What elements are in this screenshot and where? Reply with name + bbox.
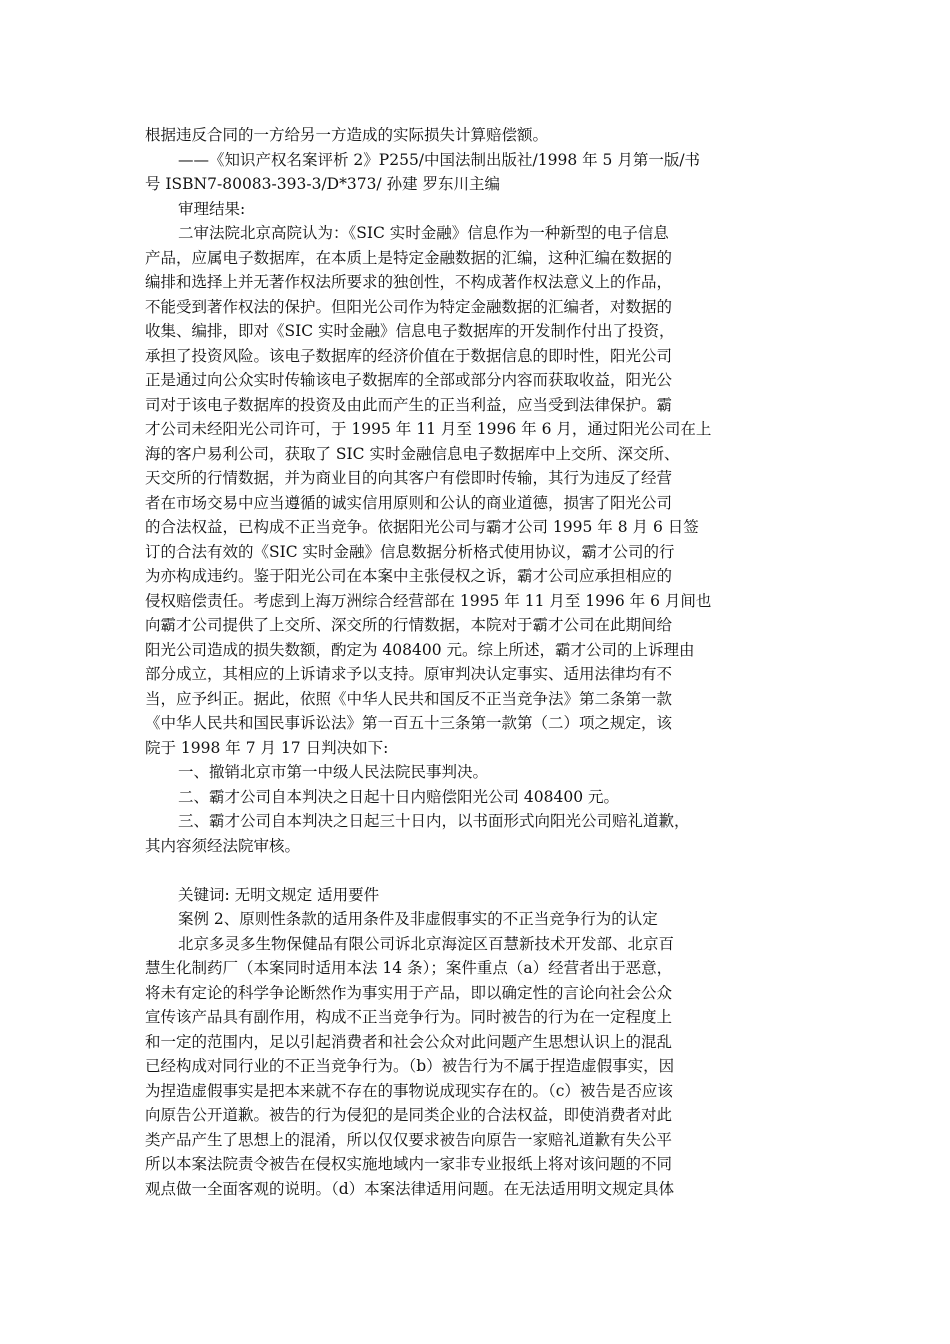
text-line: 为亦构成违约。鉴于阳光公司在本案中主张侵权之诉，霸才公司应承担相应的 [145,567,673,585]
text-line: 者在市场交易中应当遵循的诚实信用原则和公认的商业道德，损害了阳光公司 [145,493,673,512]
text-line: 观点做一全面客观的说明。（d）本案法律适用问题。在无法适用明文规定具体 [145,1179,675,1198]
text-line: 编排和选择上并无著作权法所要求的独创性，不构成著作权法意义上的作品， [145,273,673,291]
text-line: 不能受到著作权法的保护。但阳光公司作为特定金融数据的汇编者，对数据的 [145,297,673,316]
text-line: 的合法权益，已构成不正当竞争。依据阳光公司与霸才公司 1995 年 8 月 6 日签 [145,518,699,536]
document-page [145,123,817,1201]
text-line: 北京多灵多生物保健品有限公司诉北京海淀区百慧新技术开发部、北京百 [178,934,675,953]
text-line: 司对于该电子数据库的投资及由此而产生的正当利益，应当受到法律保护。霸 [145,395,673,414]
text-line: 订的合法有效的《SIC 实时金融》信息数据分析格式使用协议，霸才公司的行 [145,542,675,561]
text-line: 产品，应属电子数据库，在本质上是特定金融数据的汇编，这种汇编在数据的 [145,248,673,267]
text-line: 审理结果: [178,199,246,218]
text-line: 《中华人民共和国民事诉讼法》第一百五十三条第一款第（二）项之规定，该 [145,714,673,732]
text-line: 天交所的行情数据，并为商业目的向其客户有偿即时传输，其行为违反了经营 [145,469,673,487]
text-line: 慧生化制药厂（本案同时适用本法 14 条）；案件重点（a）经营者出于恶意， [145,959,673,977]
text-line: 关键词: 无明文规定 适用要件 [178,885,380,904]
text-line: 海的客户易利公司，获取了 SIC 实时金融信息电子数据库中上交所、深交所、 [145,444,680,463]
text-line: 当，应予纠正。据此，依照《中华人民共和国反不正当竞争法》第二条第一款 [145,689,673,708]
text-line: 承担了投资风险。该电子数据库的经济价值在于数据信息的即时性，阳光公司 [145,346,673,365]
text-line: 二、霸才公司自本判决之日起十日内赔偿阳光公司 408400 元。 [178,787,620,806]
text-line: 宣传该产品具有副作用，构成不正当竞争行为。同时被告的行为在一定程度上 [145,1008,673,1026]
text-line: 才公司未经阳光公司许可，于 1995 年 11 月至 1996 年 6 月，通过阳光公司在上 [145,420,712,438]
text-line: 一、撤销北京市第一中级人民法院民事判决。 [178,763,489,781]
text-line: 类产品产生了思想上的混淆，所以仅仅要求被告向原告一家赔礼道歉有失公平 [145,1130,673,1149]
text-line: 根据违反合同的一方给另一方造成的实际损失计算赔偿额。 [145,126,549,144]
text-line: 向霸才公司提供了上交所、深交所的行情数据，本院对于霸才公司在此期间给 [145,616,673,634]
text-line: 号 ISBN7-80083-393-3/D*373/ 孙建 罗东川主编 [145,175,501,193]
blank-line [145,858,817,883]
text-line: 将未有定论的科学争论断然作为事实用于产品，即以确定性的言论向社会公众 [145,983,673,1002]
text-line: 收集、编排，即对《SIC 实时金融》信息电子数据库的开发制作付出了投资， [145,322,675,340]
text-line: 三、霸才公司自本判决之日起三十日内，以书面形式向阳光公司赔礼道歉， [178,812,690,830]
text-line: ——《知识产权名案评析 2》P255/中国法制出版社/1998 年 5 月第一版/书 [178,150,701,169]
text-line: 其内容须经法院审核。 [145,836,301,855]
text-line: 院于 1998 年 7 月 17 日判决如下: [145,738,389,757]
text-line: 正是通过向公众实时传输该电子数据库的全部或部分内容而获取收益，阳光公 [145,371,673,389]
text-line: 所以本案法院责令被告在侵权实施地域内一家非专业报纸上将对该问题的不同 [145,1155,673,1173]
text-line: 向原告公开道歉。被告的行为侵犯的是同类企业的合法权益，即使消费者对此 [145,1106,673,1124]
text-line: 为捏造虚假事实是把本来就不存在的事物说成现实存在的。（c）被告是否应该 [145,1081,673,1100]
text-line: 和一定的范围内，足以引起消费者和社会公众对此问题产生思想认识上的混乱 [145,1032,673,1051]
text-line: 二审法院北京高院认为：《SIC 实时金融》信息作为一种新型的电子信息 [178,224,669,242]
text-line: 案例 2、原则性条款的适用条件及非虚假事实的不正当竞争行为的认定 [178,910,658,928]
text-line: 已经构成对同行业的不正当竞争行为。（b）被告行为不属于捏造虚假事实，因 [145,1057,675,1075]
text-line: 阳光公司造成的损失数额，酌定为 408400 元。综上所述，霸才公司的上诉理由 [145,640,695,659]
text-line: 侵权赔偿责任。考虑到上海万洲综合经营部在 1995 年 11 月至 1996 年 6 月间也 [145,591,712,610]
text-line: 部分成立，其相应的上诉请求予以支持。原审判决认定事实、适用法律均有不 [145,665,673,683]
